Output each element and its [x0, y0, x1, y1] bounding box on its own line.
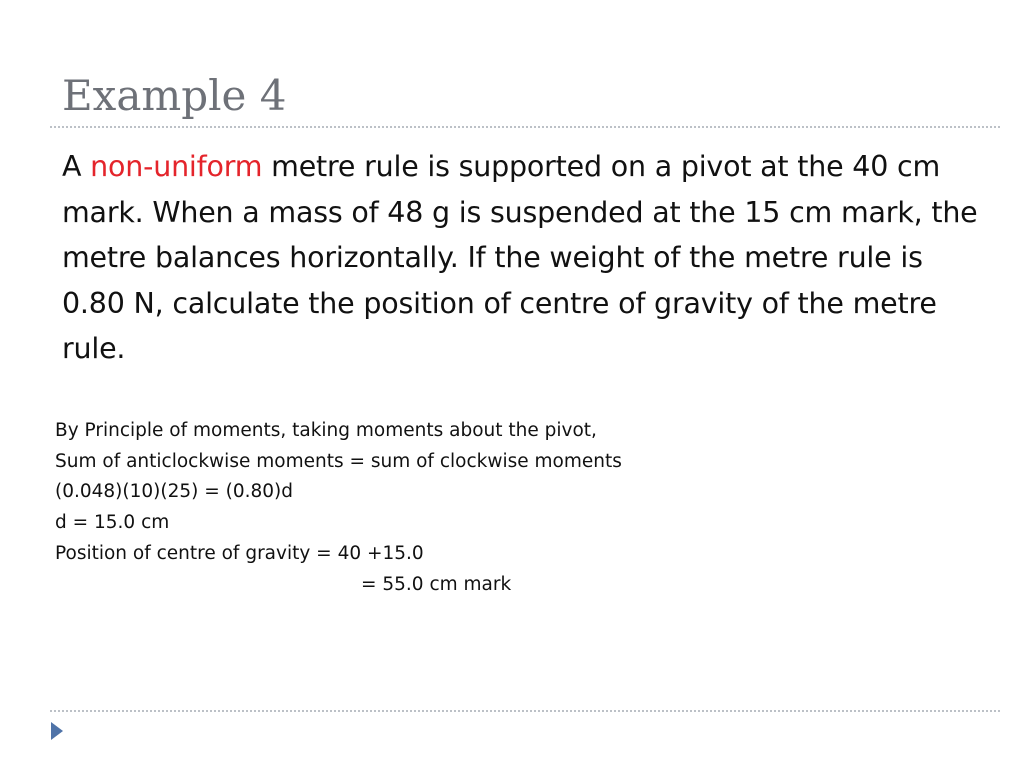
solution-line: (0.048)(10)(25) = (0.80)d — [55, 481, 293, 503]
solution-line: d = 15.0 cm — [55, 512, 170, 534]
triangle-right-icon — [51, 722, 63, 740]
top-divider — [50, 126, 1000, 128]
bottom-divider — [50, 710, 1000, 712]
solution-line: By Principle of moments, taking moments about the pivot, — [55, 420, 597, 441]
highlighted-term: non-uniform — [90, 150, 263, 183]
slide-title: Example 4 — [62, 71, 287, 120]
problem-text-rest: metre rule is supported on a pivot at the 40 cm mark. When a mass of 48 g is suspended at the 15 cm mark, the metre balances horizontally. If the weight of the metre rule is 0.80 N, calculate the position of centre of gravity of the metre rule. — [62, 150, 978, 365]
solution-line: Sum of anticlockwise moments = sum of clockwise moments — [55, 450, 622, 472]
problem-statement — [62, 144, 982, 372]
solution-line-result: = 55.0 cm mark — [361, 573, 512, 595]
solution-line: Position of centre of gravity = 40 +15.0 — [55, 542, 424, 564]
solution-block — [55, 416, 955, 600]
problem-text-start: A — [62, 150, 91, 183]
